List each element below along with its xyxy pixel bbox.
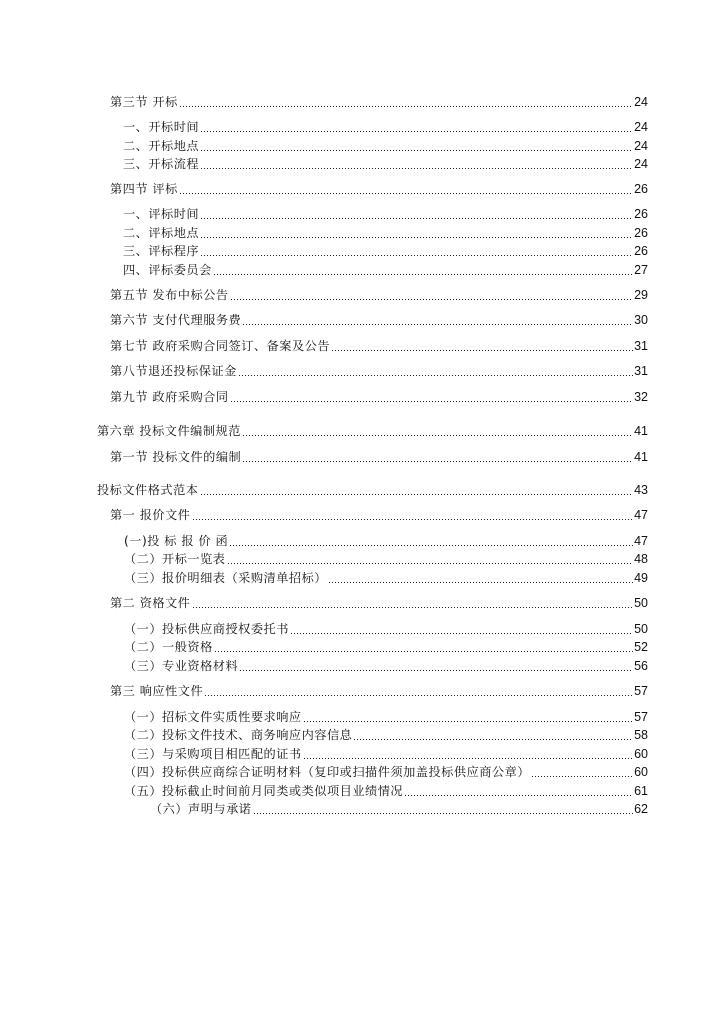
toc-leader [303,758,633,759]
toc-entry[interactable] [110,389,648,405]
toc-entry-page: 49 [634,571,648,585]
toc-entry[interactable] [110,287,648,303]
toc-entry[interactable] [124,658,648,674]
toc-entry-page: 57 [634,684,648,698]
toc-leader [230,299,634,300]
toc-entry-label: 四、评标委员会 [123,263,212,277]
toc-entry-label: 一、开标时间 [123,120,200,134]
toc-leader [230,401,634,402]
toc-entry-label: （二）开标一览表 [124,552,226,566]
toc-leader [200,255,633,256]
toc-leader [200,237,633,238]
toc-entry-page: 24 [634,157,648,171]
toc-entry-label: 一、评标时间 [123,207,200,221]
toc-leader [239,670,633,671]
toc-entry[interactable] [124,533,648,549]
toc-entry-label: （五）投标截止时间前月同类或类似项目业绩情况 [124,784,404,798]
toc-entry-page: 41 [634,450,648,464]
toc-entry-page: 26 [634,182,648,196]
toc-entry[interactable] [150,801,648,817]
toc-entry[interactable] [110,683,648,699]
toc-entry[interactable] [110,363,648,379]
toc-leader [331,350,633,351]
toc-entry-page: 52 [634,640,648,654]
toc-entry-page: 24 [634,139,648,153]
toc-leader [213,274,633,275]
toc-entry-label: （三）专业资格材料 [124,659,239,673]
toc-entry[interactable] [124,570,648,586]
toc-entry-label: （一）招标文件实质性要求响应 [124,710,302,724]
toc-entry-label: 第一节 投标文件的编制 [110,450,242,464]
toc-leader [290,633,633,634]
toc-entry[interactable] [123,206,648,222]
toc-entry[interactable] [110,94,648,110]
toc-entry-page: 29 [634,288,648,302]
toc-leader [200,494,634,495]
toc-entry[interactable] [124,746,648,762]
toc-entry-label: 第七节 政府采购合同签订、备案及公告 [110,339,331,353]
toc-entry-label: （四）投标供应商综合证明材料（复印或扫描件须加盖投标供应商公章） [124,765,530,779]
toc-entry-label: 第三 响应性文件 [110,684,204,698]
toc-entry-label: 三、评标程序 [123,244,200,258]
toc-leader [200,131,633,132]
toc-leader [242,324,633,325]
toc-leader [404,795,633,796]
toc-leader [531,776,633,777]
toc-entry-page: 30 [634,313,648,327]
toc-leader [200,150,633,151]
toc-entry-label: 第五节 发布中标公告 [110,288,229,302]
toc-entry-label: 第九节 政府采购合同 [110,390,229,404]
toc-entry-label: （三）报价明细表（采购清单招标） [124,571,327,585]
toc-entry-page: 31 [634,364,648,378]
toc-entry-label: （二）投标文件技术、商务响应内容信息 [124,728,353,742]
toc-entry[interactable] [123,243,648,259]
toc-entry[interactable] [123,225,648,241]
toc-entry-page: 60 [634,747,648,761]
toc-entry[interactable] [124,551,648,567]
toc-leader [328,582,633,583]
toc-entry[interactable] [110,507,648,523]
toc-entry-page: 50 [634,596,648,610]
toc-entry-page: 50 [634,622,648,636]
toc-entry-label: (一)投 标 报 价 函 [124,534,229,548]
toc-entry-page: 31 [634,339,648,353]
toc-entry-page: 56 [634,659,648,673]
toc-entry[interactable] [110,449,648,465]
toc-entry-page: 47 [634,534,648,548]
toc-entry-label: 第三节 开标 [110,95,178,109]
toc-entry-label: 第六章 投标文件编制规范 [97,424,241,438]
toc-leader [229,545,633,546]
toc-entry[interactable] [123,119,648,135]
toc-entry-label: 第二 资格文件 [110,596,191,610]
toc-entry-label: 第八节退还投标保证金 [110,364,237,378]
toc-entry[interactable] [123,156,648,172]
toc-entry[interactable] [124,621,648,637]
toc-leader [214,651,633,652]
toc-leader [192,607,634,608]
toc-leader [200,218,633,219]
toc-leader [179,106,633,107]
toc-leader [303,721,633,722]
toc-entry-page: 61 [634,784,648,798]
toc-entry-label: 三、开标流程 [123,157,200,171]
toc-leader [227,563,634,564]
toc-entry-page: 62 [634,802,648,816]
toc-entry[interactable] [124,764,648,780]
toc-entry[interactable] [97,423,648,439]
toc-entry-page: 26 [634,244,648,258]
toc-entry-page: 24 [634,120,648,134]
toc-entry-page: 27 [634,263,648,277]
toc-entry-page: 48 [634,552,648,566]
toc-entry-page: 47 [634,508,648,522]
toc-entry-label: 第四节 评标 [110,182,178,196]
toc-leader [242,461,633,462]
toc-entry[interactable] [124,783,648,799]
toc-entry[interactable] [123,262,648,278]
toc-leader [204,695,633,696]
toc-entry[interactable] [123,138,648,154]
toc-entry[interactable] [110,595,648,611]
toc-leader [353,739,633,740]
toc-entry-page: 26 [634,226,648,240]
toc-entry-page: 43 [634,483,648,497]
toc-entry-label: （一）投标供应商授权委托书 [124,622,289,636]
toc-entry[interactable] [110,338,648,354]
toc-entry[interactable] [124,639,648,655]
toc-entry-page: 26 [634,207,648,221]
toc-leader [192,519,634,520]
toc-entry-label: 二、开标地点 [123,139,200,153]
toc-entry-label: 第六节 支付代理服务费 [110,313,242,327]
toc-leader [238,375,633,376]
toc-entry-page: 32 [634,390,648,404]
toc-leader [200,168,633,169]
toc-entry-page: 41 [634,424,648,438]
toc-entry[interactable] [97,482,648,498]
toc-entry-page: 24 [634,95,648,109]
toc-entry-label: 投标文件格式范本 [97,483,199,497]
toc-entry[interactable] [110,181,648,197]
toc-entry-label: （二）一般资格 [124,640,213,654]
toc-entry[interactable] [124,709,648,725]
toc-leader [253,813,634,814]
toc-entry-label: 二、评标地点 [123,226,200,240]
toc-entry-page: 58 [634,728,648,742]
toc-entry[interactable] [124,727,648,743]
toc-entry[interactable] [110,312,648,328]
toc-leader [179,193,633,194]
toc-entry-label: （六）声明与承诺 [150,802,252,816]
toc-entry-label: （三）与采购项目相匹配的证书 [124,747,302,761]
toc-leader [242,435,633,436]
toc-entry-label: 第一 报价文件 [110,508,191,522]
toc-entry-page: 60 [634,765,648,779]
toc-entry-page: 57 [634,710,648,724]
